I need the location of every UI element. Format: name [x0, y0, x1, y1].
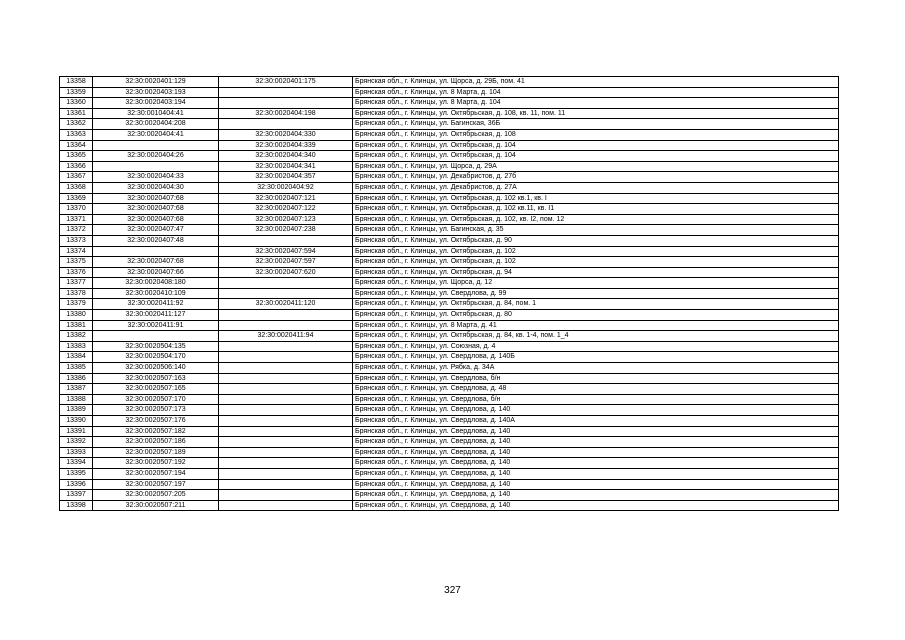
building-cadastral-number-cell: 32:30:0020411:94: [219, 331, 353, 342]
land-plot-cadastral-number-cell: 32:30:0020404:208: [93, 119, 219, 130]
row-number-cell: 13358: [60, 77, 93, 88]
table-row: [60, 320, 839, 331]
building-cadastral-number-cell: [219, 500, 353, 511]
address-cell: Брянская обл., г. Клинцы, ул. Октябрьская, д. 102: [353, 246, 839, 257]
table-row: [60, 468, 839, 479]
address-cell: Брянская обл., г. Клинцы, ул. Багинская, д. 35: [353, 225, 839, 236]
land-plot-cadastral-number-cell: 32:30:0020407:68: [93, 214, 219, 225]
building-cadastral-number-cell: [219, 479, 353, 490]
address-cell: Брянская обл., г. Клинцы, ул. Свердлова, д. 140: [353, 500, 839, 511]
table-row: [60, 98, 839, 109]
land-plot-cadastral-number-cell: 32:30:0020401:129: [93, 77, 219, 88]
table-row: [60, 373, 839, 384]
building-cadastral-number-cell: [219, 405, 353, 416]
table-row: [60, 405, 839, 416]
address-cell: Брянская обл., г. Клинцы, ул. Свердлова, д. 99: [353, 288, 839, 299]
table-row: [60, 437, 839, 448]
address-cell: Брянская обл., г. Клинцы, ул. Свердлова, д. 140А: [353, 416, 839, 427]
registry-table-body: [60, 77, 839, 511]
address-cell: Брянская обл., г. Клинцы, ул. Октябрьская, д. 108: [353, 129, 839, 140]
table-row: [60, 151, 839, 162]
row-number-cell: 13371: [60, 214, 93, 225]
row-number-cell: 13369: [60, 193, 93, 204]
building-cadastral-number-cell: 32:30:0020404:92: [219, 182, 353, 193]
row-number-cell: 13389: [60, 405, 93, 416]
address-cell: Брянская обл., г. Клинцы, ул. Свердлова, д. 140: [353, 447, 839, 458]
land-plot-cadastral-number-cell: 32:30:0020404:33: [93, 172, 219, 183]
row-number-cell: 13394: [60, 458, 93, 469]
land-plot-cadastral-number-cell: 32:30:0020407:68: [93, 257, 219, 268]
table-row: [60, 299, 839, 310]
row-number-cell: 13362: [60, 119, 93, 130]
address-cell: Брянская обл., г. Клинцы, ул. Октябрьская, д. 90: [353, 235, 839, 246]
building-cadastral-number-cell: [219, 288, 353, 299]
table-row: [60, 140, 839, 151]
table-row: [60, 352, 839, 363]
table-row: [60, 225, 839, 236]
address-cell: Брянская обл., г. Клинцы, ул. Свердлова, д. 140: [353, 468, 839, 479]
land-plot-cadastral-number-cell: 32:30:0020507:192: [93, 458, 219, 469]
table-row: [60, 500, 839, 511]
table-row: [60, 288, 839, 299]
row-number-cell: 13383: [60, 341, 93, 352]
building-cadastral-number-cell: 32:30:0020404:340: [219, 151, 353, 162]
address-cell: Брянская обл., г. Клинцы, ул. Щорса, д. 29А: [353, 161, 839, 172]
land-plot-cadastral-number-cell: 32:30:0020403:194: [93, 98, 219, 109]
address-cell: Брянская обл., г. Клинцы, ул. Октябрьская, д. 84, кв. 1-4, пом. 1_4: [353, 331, 839, 342]
address-cell: Брянская обл., г. Клинцы, ул. Октябрьская, д. 84, пом. 1: [353, 299, 839, 310]
address-cell: Брянская обл., г. Клинцы, ул. Октябрьская, д. 104: [353, 151, 839, 162]
row-number-cell: 13386: [60, 373, 93, 384]
table-row: [60, 87, 839, 98]
address-cell: Брянская обл., г. Клинцы, ул. Свердлова, д. 140: [353, 458, 839, 469]
row-number-cell: 13376: [60, 267, 93, 278]
table-row: [60, 426, 839, 437]
row-number-cell: 13359: [60, 87, 93, 98]
address-cell: Брянская обл., г. Клинцы, ул. Декабристов, д. 27А: [353, 182, 839, 193]
table-row: [60, 172, 839, 183]
land-plot-cadastral-number-cell: 32:30:0020507:182: [93, 426, 219, 437]
land-plot-cadastral-number-cell: 32:30:0020411:92: [93, 299, 219, 310]
row-number-cell: 13364: [60, 140, 93, 151]
row-number-cell: 13374: [60, 246, 93, 257]
row-number-cell: 13385: [60, 363, 93, 374]
land-plot-cadastral-number-cell: 32:30:0020407:68: [93, 204, 219, 215]
land-plot-cadastral-number-cell: 32:30:0020507:211: [93, 500, 219, 511]
building-cadastral-number-cell: 32:30:0020407:620: [219, 267, 353, 278]
page-number: 327: [444, 585, 461, 596]
land-plot-cadastral-number-cell: 32:30:0020410:109: [93, 288, 219, 299]
row-number-cell: 13372: [60, 225, 93, 236]
table-row: [60, 384, 839, 395]
land-plot-cadastral-number-cell: 32:30:0020507:176: [93, 416, 219, 427]
row-number-cell: 13388: [60, 394, 93, 405]
table-row: [60, 214, 839, 225]
row-number-cell: 13398: [60, 500, 93, 511]
row-number-cell: 13370: [60, 204, 93, 215]
table-row: [60, 416, 839, 427]
address-cell: Брянская обл., г. Клинцы, ул. Октябрьская, д. 102: [353, 257, 839, 268]
table-row: [60, 267, 839, 278]
building-cadastral-number-cell: 32:30:0020407:597: [219, 257, 353, 268]
address-cell: Брянская обл., г. Клинцы, ул. Октябрьская, д. 80: [353, 310, 839, 321]
land-plot-cadastral-number-cell: [93, 161, 219, 172]
table-row: [60, 490, 839, 501]
building-cadastral-number-cell: 32:30:0020407:238: [219, 225, 353, 236]
table-row: [60, 193, 839, 204]
land-plot-cadastral-number-cell: 32:30:0020507:170: [93, 394, 219, 405]
building-cadastral-number-cell: 32:30:0020407:123: [219, 214, 353, 225]
row-number-cell: 13391: [60, 426, 93, 437]
building-cadastral-number-cell: [219, 373, 353, 384]
table-row: [60, 458, 839, 469]
land-plot-cadastral-number-cell: 32:30:0020407:48: [93, 235, 219, 246]
address-cell: Брянская обл., г. Клинцы, ул. Свердлова, д. 140Б: [353, 352, 839, 363]
address-cell: Брянская обл., г. Клинцы, ул. Свердлова, д. 140: [353, 490, 839, 501]
land-plot-cadastral-number-cell: [93, 331, 219, 342]
land-plot-cadastral-number-cell: 32:30:0020507:189: [93, 447, 219, 458]
address-cell: Брянская обл., г. Клинцы, ул. Багинская, 36Б: [353, 119, 839, 130]
address-cell: Брянская обл., г. Клинцы, ул. Союзная, д. 4: [353, 341, 839, 352]
row-number-cell: 13361: [60, 108, 93, 119]
table-row: [60, 331, 839, 342]
address-cell: Брянская обл., г. Клинцы, ул. Щорса, д. 12: [353, 278, 839, 289]
row-number-cell: 13360: [60, 98, 93, 109]
row-number-cell: 13375: [60, 257, 93, 268]
address-cell: Брянская обл., г. Клинцы, ул. Октябрьская, д. 102 кв.11, кв. I1: [353, 204, 839, 215]
building-cadastral-number-cell: 32:30:0020404:198: [219, 108, 353, 119]
land-plot-cadastral-number-cell: 32:30:0020404:30: [93, 182, 219, 193]
address-cell: Брянская обл., г. Клинцы, ул. Свердлова, д. 140: [353, 479, 839, 490]
land-plot-cadastral-number-cell: 32:30:0020408:180: [93, 278, 219, 289]
table-row: [60, 235, 839, 246]
building-cadastral-number-cell: 32:30:0020404:357: [219, 172, 353, 183]
table-row: [60, 479, 839, 490]
address-cell: Брянская обл., г. Клинцы, ул. Октябрьская, д. 102 кв.1, кв. I: [353, 193, 839, 204]
land-plot-cadastral-number-cell: 32:30:0010404:41: [93, 108, 219, 119]
address-cell: Брянская обл., г. Клинцы, ул. 8 Марта, д. 104: [353, 87, 839, 98]
address-cell: Брянская обл., г. Клинцы, ул. Свердлова, д. 140: [353, 405, 839, 416]
building-cadastral-number-cell: [219, 416, 353, 427]
building-cadastral-number-cell: [219, 468, 353, 479]
address-cell: Брянская обл., г. Клинцы, ул. Щорса, д. 29Б, пом. 41: [353, 77, 839, 88]
table-row: [60, 129, 839, 140]
table-row: [60, 394, 839, 405]
land-plot-cadastral-number-cell: [93, 246, 219, 257]
row-number-cell: 13363: [60, 129, 93, 140]
building-cadastral-number-cell: 32:30:0020401:175: [219, 77, 353, 88]
building-cadastral-number-cell: [219, 426, 353, 437]
address-cell: Брянская обл., г. Клинцы, ул. Свердлова, д. 140: [353, 437, 839, 448]
building-cadastral-number-cell: 32:30:0020404:330: [219, 129, 353, 140]
table-row: [60, 363, 839, 374]
building-cadastral-number-cell: [219, 437, 353, 448]
row-number-cell: 13378: [60, 288, 93, 299]
row-number-cell: 13393: [60, 447, 93, 458]
address-cell: Брянская обл., г. Клинцы, ул. Рябка, д. 34А: [353, 363, 839, 374]
land-plot-cadastral-number-cell: 32:30:0020507:194: [93, 468, 219, 479]
land-plot-cadastral-number-cell: 32:30:0020404:41: [93, 129, 219, 140]
row-number-cell: 13392: [60, 437, 93, 448]
land-plot-cadastral-number-cell: 32:30:0020507:173: [93, 405, 219, 416]
land-plot-cadastral-number-cell: 32:30:0020507:205: [93, 490, 219, 501]
building-cadastral-number-cell: [219, 119, 353, 130]
address-cell: Брянская обл., г. Клинцы, ул. Свердлова, б/н: [353, 394, 839, 405]
building-cadastral-number-cell: [219, 394, 353, 405]
address-cell: Брянская обл., г. Клинцы, ул. Свердлова, д. 48: [353, 384, 839, 395]
building-cadastral-number-cell: 32:30:0020407:122: [219, 204, 353, 215]
row-number-cell: 13367: [60, 172, 93, 183]
row-number-cell: 13384: [60, 352, 93, 363]
table-row: [60, 278, 839, 289]
row-number-cell: 13387: [60, 384, 93, 395]
table-row: [60, 108, 839, 119]
building-cadastral-number-cell: [219, 447, 353, 458]
row-number-cell: 13380: [60, 310, 93, 321]
land-plot-cadastral-number-cell: 32:30:0020507:165: [93, 384, 219, 395]
land-plot-cadastral-number-cell: 32:30:0020403:193: [93, 87, 219, 98]
building-cadastral-number-cell: [219, 458, 353, 469]
table-row: [60, 310, 839, 321]
building-cadastral-number-cell: [219, 320, 353, 331]
building-cadastral-number-cell: 32:30:0020411:120: [219, 299, 353, 310]
building-cadastral-number-cell: [219, 235, 353, 246]
table-row: [60, 447, 839, 458]
land-plot-cadastral-number-cell: 32:30:0020411:91: [93, 320, 219, 331]
row-number-cell: 13382: [60, 331, 93, 342]
row-number-cell: 13366: [60, 161, 93, 172]
building-cadastral-number-cell: 32:30:0020404:341: [219, 161, 353, 172]
row-number-cell: 13397: [60, 490, 93, 501]
land-plot-cadastral-number-cell: 32:30:0020506:140: [93, 363, 219, 374]
row-number-cell: 13373: [60, 235, 93, 246]
building-cadastral-number-cell: 32:30:0020407:121: [219, 193, 353, 204]
table-row: [60, 204, 839, 215]
building-cadastral-number-cell: [219, 278, 353, 289]
row-number-cell: 13395: [60, 468, 93, 479]
building-cadastral-number-cell: 32:30:0020407:594: [219, 246, 353, 257]
building-cadastral-number-cell: [219, 87, 353, 98]
land-plot-cadastral-number-cell: 32:30:0020407:66: [93, 267, 219, 278]
address-cell: Брянская обл., г. Клинцы, ул. Свердлова, д. 140: [353, 426, 839, 437]
table-row: [60, 246, 839, 257]
row-number-cell: 13396: [60, 479, 93, 490]
address-cell: Брянская обл., г. Клинцы, ул. Октябрьская, д. 104: [353, 140, 839, 151]
land-plot-cadastral-number-cell: 32:30:0020504:170: [93, 352, 219, 363]
land-plot-cadastral-number-cell: 32:30:0020407:47: [93, 225, 219, 236]
table-row: [60, 182, 839, 193]
table-row: [60, 161, 839, 172]
building-cadastral-number-cell: [219, 98, 353, 109]
building-cadastral-number-cell: 32:30:0020404:339: [219, 140, 353, 151]
table-row: [60, 341, 839, 352]
land-plot-cadastral-number-cell: [93, 140, 219, 151]
row-number-cell: 13377: [60, 278, 93, 289]
row-number-cell: 13390: [60, 416, 93, 427]
land-plot-cadastral-number-cell: 32:30:0020504:135: [93, 341, 219, 352]
row-number-cell: 13368: [60, 182, 93, 193]
address-cell: Брянская обл., г. Клинцы, ул. 8 Марта, д. 41: [353, 320, 839, 331]
building-cadastral-number-cell: [219, 384, 353, 395]
building-cadastral-number-cell: [219, 490, 353, 501]
row-number-cell: 13381: [60, 320, 93, 331]
cadastral-registry-table: [59, 76, 839, 511]
address-cell: Брянская обл., г. Клинцы, ул. Свердлова, б/н: [353, 373, 839, 384]
building-cadastral-number-cell: [219, 341, 353, 352]
land-plot-cadastral-number-cell: 32:30:0020404:26: [93, 151, 219, 162]
building-cadastral-number-cell: [219, 363, 353, 374]
table-row: [60, 77, 839, 88]
building-cadastral-number-cell: [219, 352, 353, 363]
table-row: [60, 257, 839, 268]
address-cell: Брянская обл., г. Клинцы, ул. Октябрьская, д. 108, кв. 11, пом. 11: [353, 108, 839, 119]
land-plot-cadastral-number-cell: 32:30:0020507:163: [93, 373, 219, 384]
land-plot-cadastral-number-cell: 32:30:0020411:127: [93, 310, 219, 321]
land-plot-cadastral-number-cell: 32:30:0020507:186: [93, 437, 219, 448]
address-cell: Брянская обл., г. Клинцы, ул. Декабристов, д. 27б: [353, 172, 839, 183]
address-cell: Брянская обл., г. Клинцы, ул. Октябрьская, д. 102, кв. I2, пом. 12: [353, 214, 839, 225]
land-plot-cadastral-number-cell: 32:30:0020507:197: [93, 479, 219, 490]
row-number-cell: 13379: [60, 299, 93, 310]
table-row: [60, 119, 839, 130]
address-cell: Брянская обл., г. Клинцы, ул. Октябрьская, д. 94: [353, 267, 839, 278]
row-number-cell: 13365: [60, 151, 93, 162]
building-cadastral-number-cell: [219, 310, 353, 321]
address-cell: Брянская обл., г. Клинцы, ул. 8 Марта, д. 104: [353, 98, 839, 109]
land-plot-cadastral-number-cell: 32:30:0020407:68: [93, 193, 219, 204]
